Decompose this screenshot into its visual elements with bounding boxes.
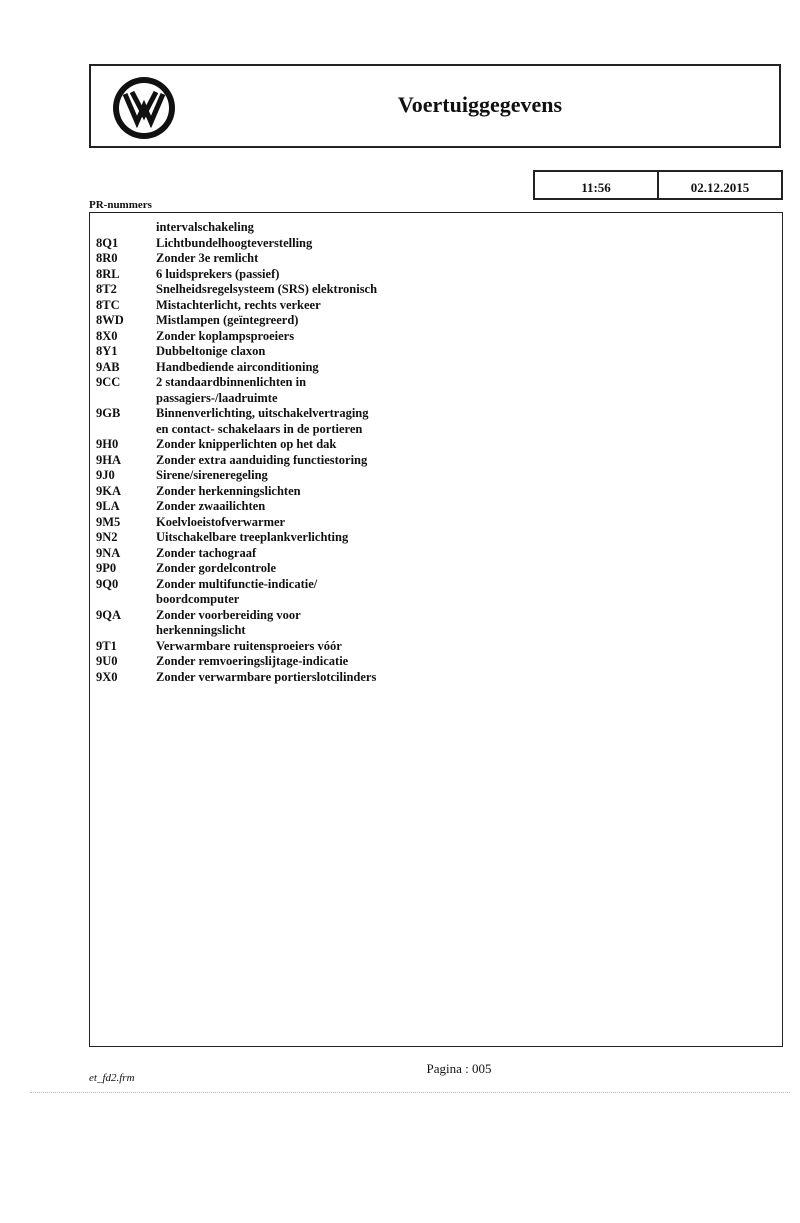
list-item xyxy=(96,313,776,329)
pr-description: boordcomputer xyxy=(156,592,240,606)
pr-description: Sirene/sireneregeling xyxy=(156,468,268,482)
timestamp-box xyxy=(533,170,783,200)
list-item xyxy=(96,453,776,469)
pr-code: 8TC xyxy=(96,297,120,312)
pr-description: Zonder 3e remlicht xyxy=(156,251,259,265)
pr-description: Koelvloeistofverwarmer xyxy=(156,514,286,529)
pr-code: 8Y1 xyxy=(96,344,118,358)
pr-code: 8X0 xyxy=(96,328,118,343)
pr-description: Zonder tachograaf xyxy=(156,545,257,560)
list-item xyxy=(96,220,776,236)
pr-code: 8WD xyxy=(96,313,124,327)
list-item xyxy=(96,670,776,686)
pr-description: Snelheidsregelsysteem (SRS) elektronisch xyxy=(156,282,378,296)
pr-description: Zonder voorbereiding voor xyxy=(156,607,301,622)
list-item xyxy=(96,561,776,577)
pr-code: 9P0 xyxy=(96,561,117,575)
pr-code: 9N2 xyxy=(96,530,118,544)
pr-description: Handbediende airconditioning xyxy=(156,359,319,374)
list-item xyxy=(96,282,776,298)
pr-code: 9GB xyxy=(96,406,121,420)
list-item xyxy=(96,577,776,593)
pr-code: 9NA xyxy=(96,545,121,560)
pr-code xyxy=(96,592,156,608)
list-item xyxy=(96,406,776,422)
list-item xyxy=(96,437,776,453)
list-item xyxy=(96,546,776,562)
pr-description: herkenningslicht xyxy=(156,623,246,637)
list-item xyxy=(96,329,776,345)
pr-code: 9T1 xyxy=(96,638,117,653)
list-item xyxy=(96,251,776,267)
pr-description: Zonder zwaailichten xyxy=(156,499,266,513)
pr-code: 9Q0 xyxy=(96,576,119,591)
list-item xyxy=(96,530,776,546)
pr-code xyxy=(96,220,156,236)
date-value: 02.12.2015 xyxy=(657,172,781,198)
time-value: 11:56 xyxy=(581,180,611,195)
pr-code: 9LA xyxy=(96,499,120,513)
document-header xyxy=(89,64,781,148)
pr-description: 2 standaardbinnenlichten in xyxy=(156,375,307,389)
pr-description: Uitschakelbare treeplankverlichting xyxy=(156,530,349,544)
pr-code: 9H0 xyxy=(96,437,119,451)
pr-description: Dubbeltonige claxon xyxy=(156,344,266,358)
pr-description: 6 luidsprekers (passief) xyxy=(156,266,280,281)
list-item xyxy=(96,608,776,624)
pr-code: 8RL xyxy=(96,266,120,281)
pr-description: Zonder gordelcontrole xyxy=(156,561,277,575)
list-item xyxy=(96,236,776,252)
pr-code: 9QA xyxy=(96,607,121,622)
pr-description: Zonder herkenningslichten xyxy=(156,483,301,498)
pr-description: Zonder knipperlichten op het dak xyxy=(156,437,337,451)
document-title: Voertuiggegevens xyxy=(397,92,563,117)
pr-description: Binnenverlichting, uitschakelvertraging xyxy=(156,406,369,420)
pr-description: Zonder extra aanduiding functiestoring xyxy=(156,452,368,467)
pr-description: Zonder koplampsproeiers xyxy=(156,328,295,343)
pr-code xyxy=(96,422,156,438)
pr-code: 9AB xyxy=(96,359,120,374)
pr-code: 9M5 xyxy=(96,514,121,529)
pr-code: 9KA xyxy=(96,483,121,498)
list-item xyxy=(96,391,776,407)
list-item xyxy=(96,639,776,655)
list-item xyxy=(96,468,776,484)
pr-description: Mistachterlicht, rechts verkeer xyxy=(156,297,321,312)
pr-code: 8T2 xyxy=(96,282,117,296)
pr-code xyxy=(96,391,156,407)
pr-description: Zonder remvoeringslijtage-indicatie xyxy=(156,654,349,668)
list-item xyxy=(96,344,776,360)
pr-description: intervalschakeling xyxy=(156,220,254,234)
footer-divider xyxy=(30,1092,790,1093)
pr-description: Zonder multifunctie-indicatie/ xyxy=(156,576,318,591)
pr-description: passagiers-/laadruimte xyxy=(156,390,278,405)
pr-number-list xyxy=(89,212,783,1047)
pr-code: 9X0 xyxy=(96,669,118,684)
pr-code: 8R0 xyxy=(96,251,118,265)
list-item xyxy=(96,623,776,639)
pr-description: en contact- schakelaars in de portieren xyxy=(156,421,363,436)
list-item xyxy=(96,422,776,438)
pr-code: 9CC xyxy=(96,375,121,389)
pr-description: Verwarmbare ruitensproeiers vóór xyxy=(156,638,342,653)
section-label: PR-nummers xyxy=(89,199,152,211)
list-item xyxy=(96,298,776,314)
list-item xyxy=(96,360,776,376)
pr-code xyxy=(96,623,156,639)
list-item xyxy=(96,484,776,500)
pr-code: 9U0 xyxy=(96,654,118,668)
page-number: Pagina : 005 xyxy=(426,1061,492,1076)
list-item xyxy=(96,267,776,283)
list-item xyxy=(96,654,776,670)
pr-description: Lichtbundelhoogteverstelling xyxy=(156,235,313,250)
list-item xyxy=(96,592,776,608)
pr-description: Mistlampen (geïntegreerd) xyxy=(156,313,299,327)
pr-code: 9HA xyxy=(96,452,121,467)
list-item xyxy=(96,515,776,531)
form-file-name: et_fd2.frm xyxy=(89,1072,135,1084)
list-item xyxy=(96,499,776,515)
pr-code: 8Q1 xyxy=(96,235,119,250)
pr-code: 9J0 xyxy=(96,468,115,482)
list-item xyxy=(96,375,776,391)
pr-rows xyxy=(96,220,776,685)
pr-description: Zonder verwarmbare portierslotcilinders xyxy=(156,669,377,684)
